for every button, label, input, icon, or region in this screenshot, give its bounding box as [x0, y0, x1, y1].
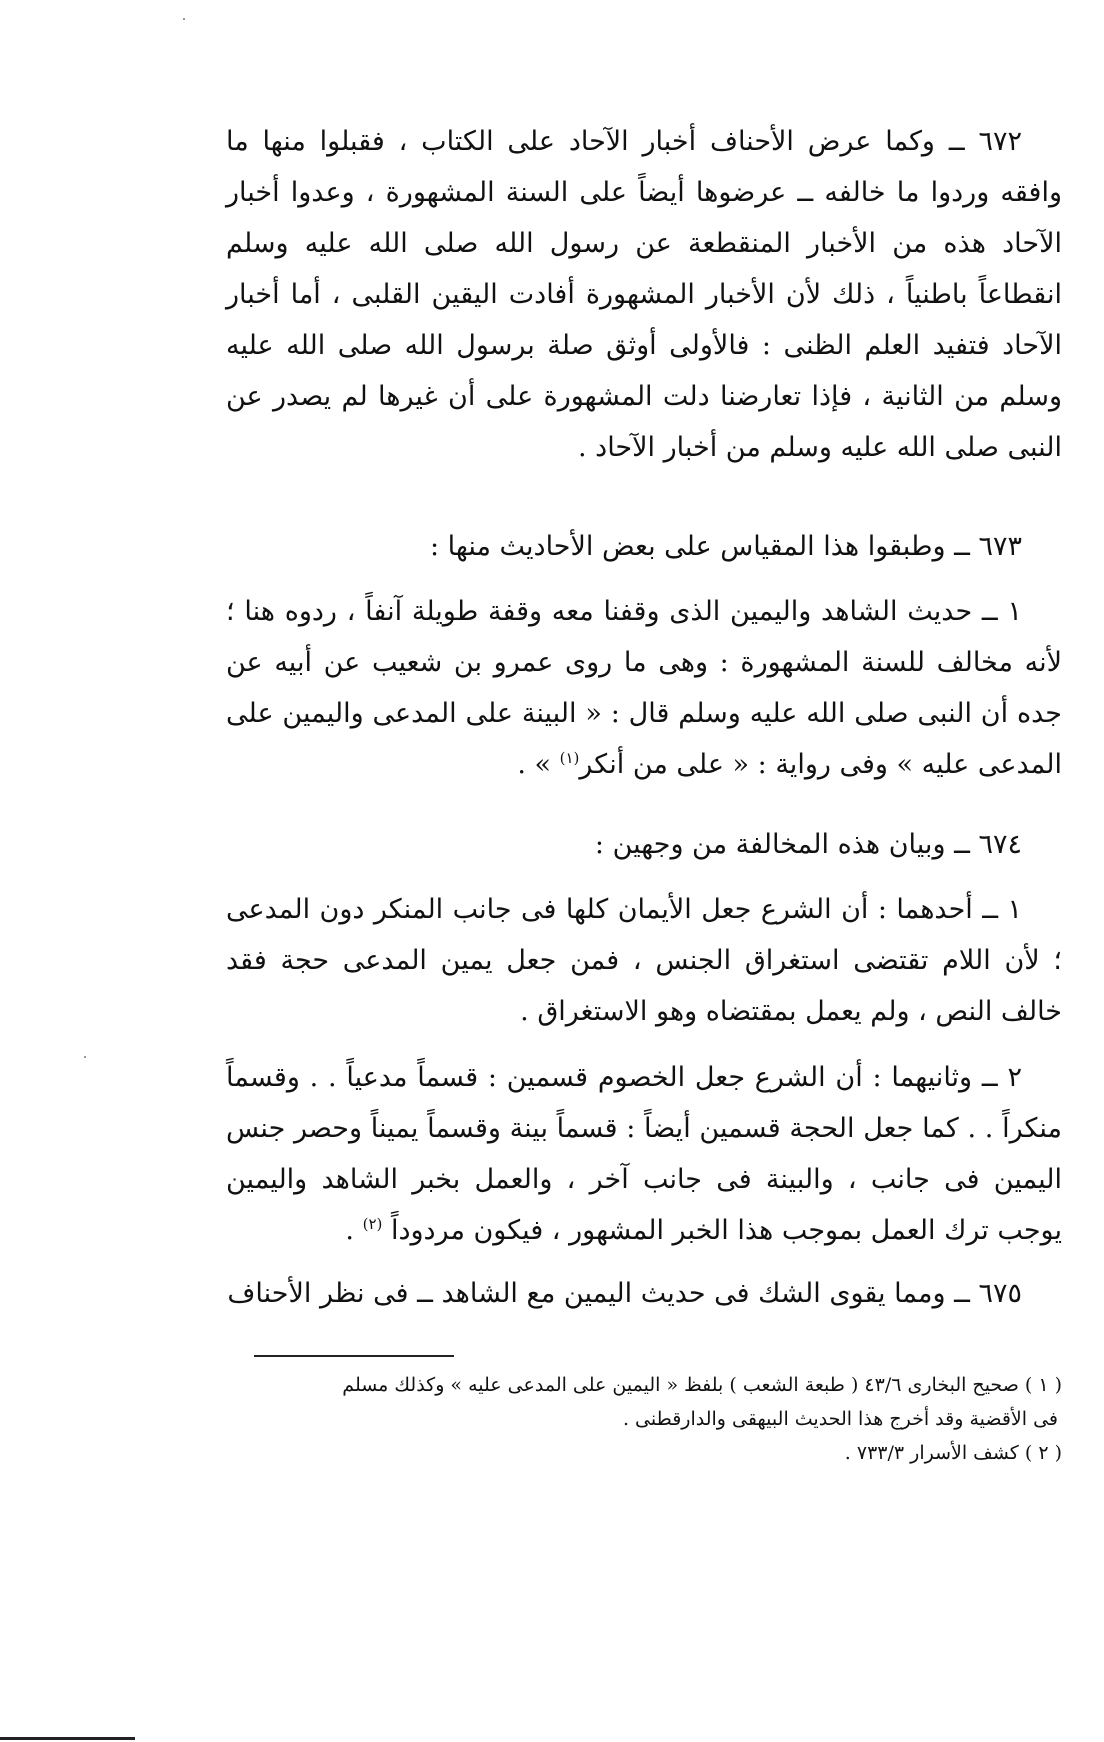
paragraph-674-point-2 — [226, 1052, 1062, 1256]
paragraph-674-point-2-tail: . — [345, 1215, 363, 1246]
paragraph-672: ٦٧٢ ــ وكما عرض الأحناف أخبار الآحاد على الكتاب ، فقبلوا منها ما وافقه وردوا ما خالفه ــ عرضوها أيضاً على السنة المشهورة ، وعدوا أخبار الآحاد هذه من الأخبار المنقطعة عن رسول الله صلى الله عليه وسلم انقطاعاً باطنياً ، ذلك لأن الأخبار المشهورة أفادت اليقين القلبى ، أما أخبار الآحاد فتفيد العلم الظنى : فالأولى أوثق صلة برسول الله صلى الله عليه وسلم من الثانية ، فإذا تعارضنا دلت المشهورة على أن غيرها لم يصدر عن النبى صلى الله عليه وسلم من أخبار الآحاد . — [226, 126, 1062, 463]
paragraph-674-point-1: ١ ــ أحدهما : أن الشرع جعل الأيمان كلها فى جانب المنكر دون المدعى ؛ لأن اللام تقتضى استغراق الجنس ، فمن جعل يمين المدعى حجة فقد خالف النص ، ولم يعمل بمقتضاه وهو الاستغراق . — [226, 894, 1062, 1027]
scan-edge-mark — [0, 1737, 135, 1740]
footnote-1-line-2: فى الأقضية وقد أخرج هذا الحديث البيهقى والدارقطنى . — [622, 1408, 1058, 1430]
footnote-ref-2: (٢) — [362, 1215, 383, 1233]
scan-speck — [183, 18, 185, 20]
scan-speck — [84, 1056, 86, 1058]
paragraph-673: ٦٧٣ ــ وطبقوا هذا المقياس على بعض الأحاديث منها : — [429, 531, 1022, 562]
footnote-ref-1: (١) — [559, 749, 580, 767]
footnote-2: ( ٢ ) كشف الأسرار ٧٣٣/٣ . — [844, 1442, 1062, 1464]
paragraph-674: ٦٧٤ ــ وبيان هذه المخالفة من وجهين : — [594, 829, 1022, 860]
paragraph-674-point-2-text: ٢ ــ وثانيهما : أن الشرع جعل الخصوم قسمين : قسماً مدعياً . . وقسماً منكراً . . كما جعل الحجة قسمين أيضاً : قسماً بينة وقسماً يميناً وحصر جنس اليمين فى جانب ، والبينة فى جانب آخر ، والعمل بخبر الشاهد واليمين يوجب ترك العمل بموجب هذا الخبر المشهور ، فيكون مردوداً — [226, 1062, 1062, 1246]
footnote-divider — [254, 1355, 454, 1357]
footnotes — [232, 1368, 1062, 1470]
paragraph-675: ٦٧٥ ــ ومما يقوى الشك فى حديث اليمين مع الشاهد ــ فى نظر الأحناف — [227, 1278, 1022, 1309]
paragraph-673-point-1-tail: » . — [517, 749, 560, 780]
footnote-1-line-1: ( ١ ) صحيح البخارى ٤٣/٦ ( طبعة الشعب ) بلفظ « اليمين على المدعى عليه » وكذلك مسلم — [342, 1374, 1062, 1396]
paragraph-673-point-1-text: ١ ــ حديث الشاهد واليمين الذى وقفنا معه وقفة طويلة آنفاً ، ردوه هنا ؛ لأنه مخالف للسنة المشهورة : وهى ما روى عمرو بن شعيب عن أبيه عن جده أن النبى صلى الله عليه وسلم قال : « البينة على المدعى واليمين على المدعى عليه » وفى رواية : « على من أنكر — [226, 596, 1062, 780]
paragraph-673-point-1 — [226, 586, 1062, 790]
